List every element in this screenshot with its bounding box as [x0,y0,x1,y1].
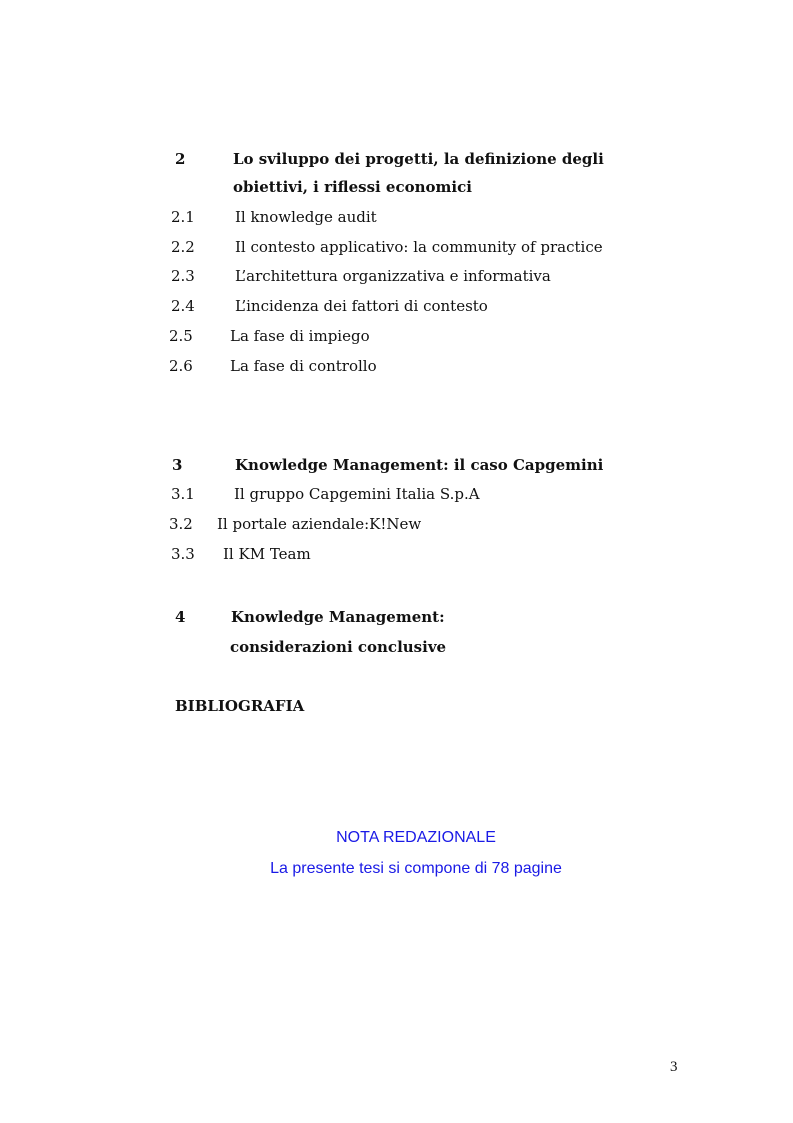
chapter-2-title-line1: Lo sviluppo dei progetti, la definizione degli [233,150,604,168]
page-number: 3 [670,1059,678,1075]
chapter-2-number: 2 [175,150,186,168]
section-title: Il knowledge audit [235,208,377,226]
chapter-3-title: Knowledge Management: il caso Capgemini [235,456,604,474]
section-number: 3.2 [169,515,193,533]
chapter-4-number: 4 [175,608,186,626]
bibliography-heading: BIBLIOGRAFIA [175,697,305,715]
section-number: 2.3 [171,267,195,285]
section-number: 2.4 [171,297,195,315]
chapter-3-number: 3 [172,456,183,474]
note-heading: NOTA REDAZIONALE [336,829,496,846]
section-title: Il gruppo Capgemini Italia S.p.A [234,485,480,503]
note-text: La presente tesi si compone di 78 pagine [270,860,562,877]
section-title: La fase di impiego [230,327,370,345]
section-title: L’incidenza dei fattori di contesto [235,297,488,315]
section-title: Il portale aziendale:K!New [217,515,422,533]
section-number: 3.1 [171,485,195,503]
section-title: Il contesto applicativo: la community of practice [235,238,603,256]
chapter-4-title-line1: Knowledge Management: [231,608,445,626]
section-title: Il KM Team [223,545,311,563]
section-number: 2.2 [171,238,195,256]
section-number: 2.1 [171,208,195,226]
section-number: 3.3 [171,545,195,563]
chapter-4-title-line2: considerazioni conclusive [230,638,447,656]
section-title: La fase di controllo [230,357,377,375]
section-number: 2.5 [169,327,193,345]
section-title: L’architettura organizzativa e informativa [235,267,551,285]
section-number: 2.6 [169,357,193,375]
chapter-2-title-line2: obiettivi, i riflessi economici [233,178,472,196]
